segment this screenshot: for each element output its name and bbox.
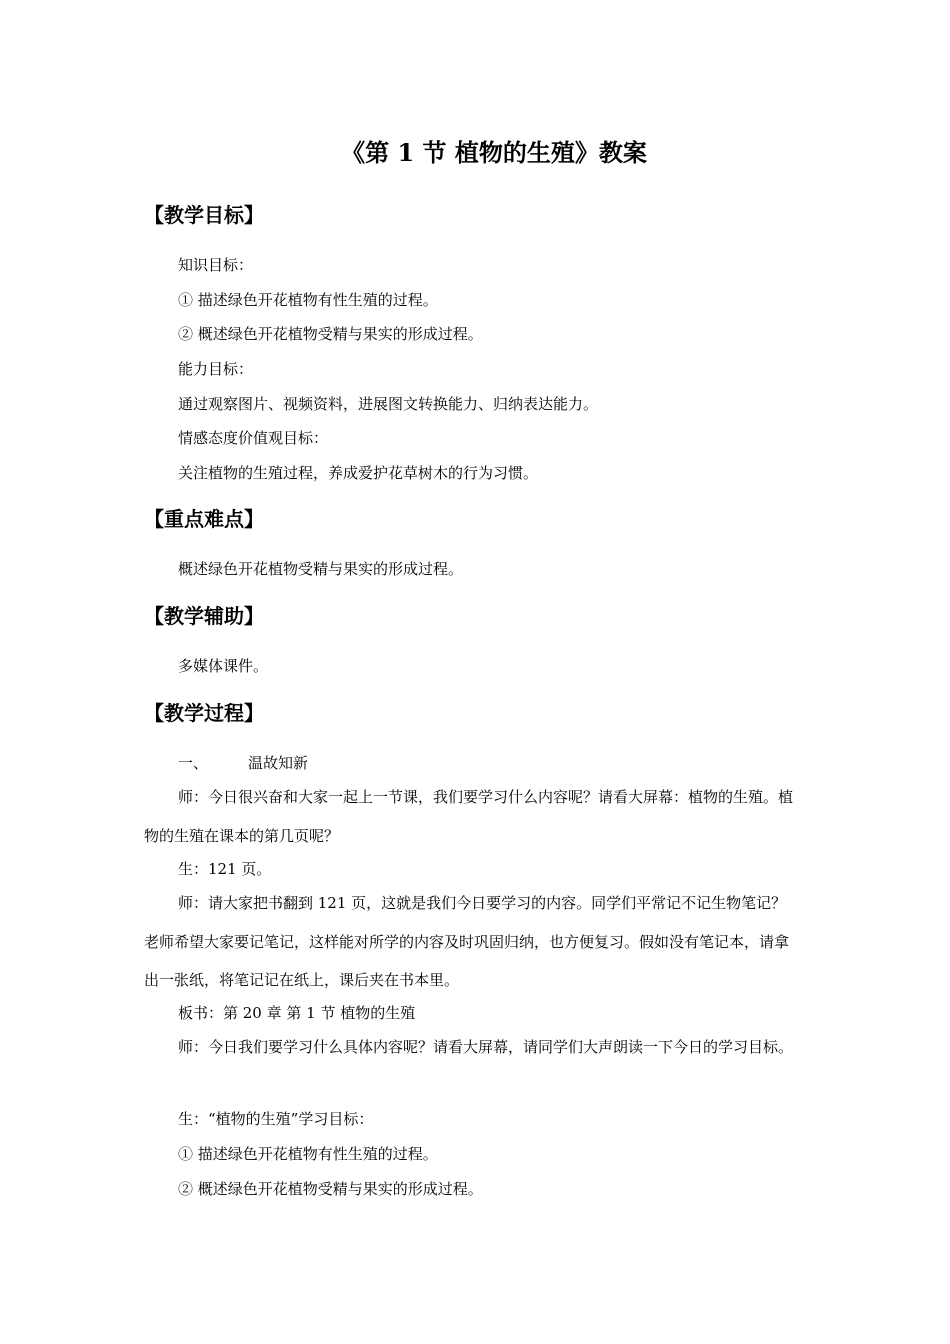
- process-paragraph-7: ① 描述绿色开花植物有性生殖的过程。: [178, 1145, 438, 1163]
- process-paragraph-8: ② 概述绿色开花植物受精与果实的形成过程。: [178, 1180, 483, 1198]
- process-paragraph-6: 生：“植物的生殖”学习目标：: [178, 1110, 374, 1128]
- process-paragraph-5: 师：今日我们要学习什么具体内容呢？请看大屏幕，请同学们大声朗读一下今日的学习目标。: [178, 1038, 794, 1056]
- emotion-goal-1: 关注植物的生殖过程，养成爱护花草树木的行为习惯。: [178, 464, 539, 482]
- knowledge-goal-label: 知识目标：: [178, 256, 254, 274]
- heading-teaching-process: 【教学过程】: [144, 701, 264, 725]
- ability-goal-1: 通过观察图片、视频资料，进展图文转换能力、归纳表达能力。: [178, 395, 599, 413]
- emotion-goal-label: 情感态度价值观目标：: [178, 429, 329, 447]
- knowledge-goal-2: ② 概述绿色开花植物受精与果实的形成过程。: [178, 325, 483, 343]
- process-paragraph-1: 师：今日很兴奋和大家一起上一节课，我们要学习什么内容呢？请看大屏幕：植物的生殖。植物的生殖在课本的第几页呢？: [144, 788, 794, 845]
- key-points-text: 概述绿色开花植物受精与果实的形成过程。: [178, 560, 464, 578]
- process-paragraph-4: 板书：第 20 章 第 1 节 植物的生殖: [178, 1004, 416, 1022]
- heading-teaching-goals: 【教学目标】: [144, 203, 264, 227]
- knowledge-goal-1: ① 描述绿色开花植物有性生殖的过程。: [178, 291, 438, 309]
- ability-goal-label: 能力目标：: [178, 360, 254, 378]
- document-title: 《第 1 节 植物的生殖》教案: [341, 138, 647, 167]
- step-number: 一、: [178, 754, 209, 772]
- step-title: 温故知新: [248, 754, 309, 772]
- process-paragraph-3: 师：请大家把书翻到 121 页，这就是我们今日要学习的内容。同学们平常记不记生物笔记？老师希望大家要记笔记，这样能对所学的内容及时巩固归纳，也方便复习。假如没有笔记本，请拿出一张纸，将笔记记在纸上，课后夹在书本里。: [144, 894, 790, 989]
- heading-key-points: 【重点难点】: [144, 507, 264, 531]
- process-paragraph-2: 生：121 页。: [178, 860, 272, 878]
- heading-teaching-aids: 【教学辅助】: [144, 604, 264, 628]
- process-step-1: [178, 752, 308, 774]
- teaching-aids-text: 多媒体课件。: [178, 657, 269, 675]
